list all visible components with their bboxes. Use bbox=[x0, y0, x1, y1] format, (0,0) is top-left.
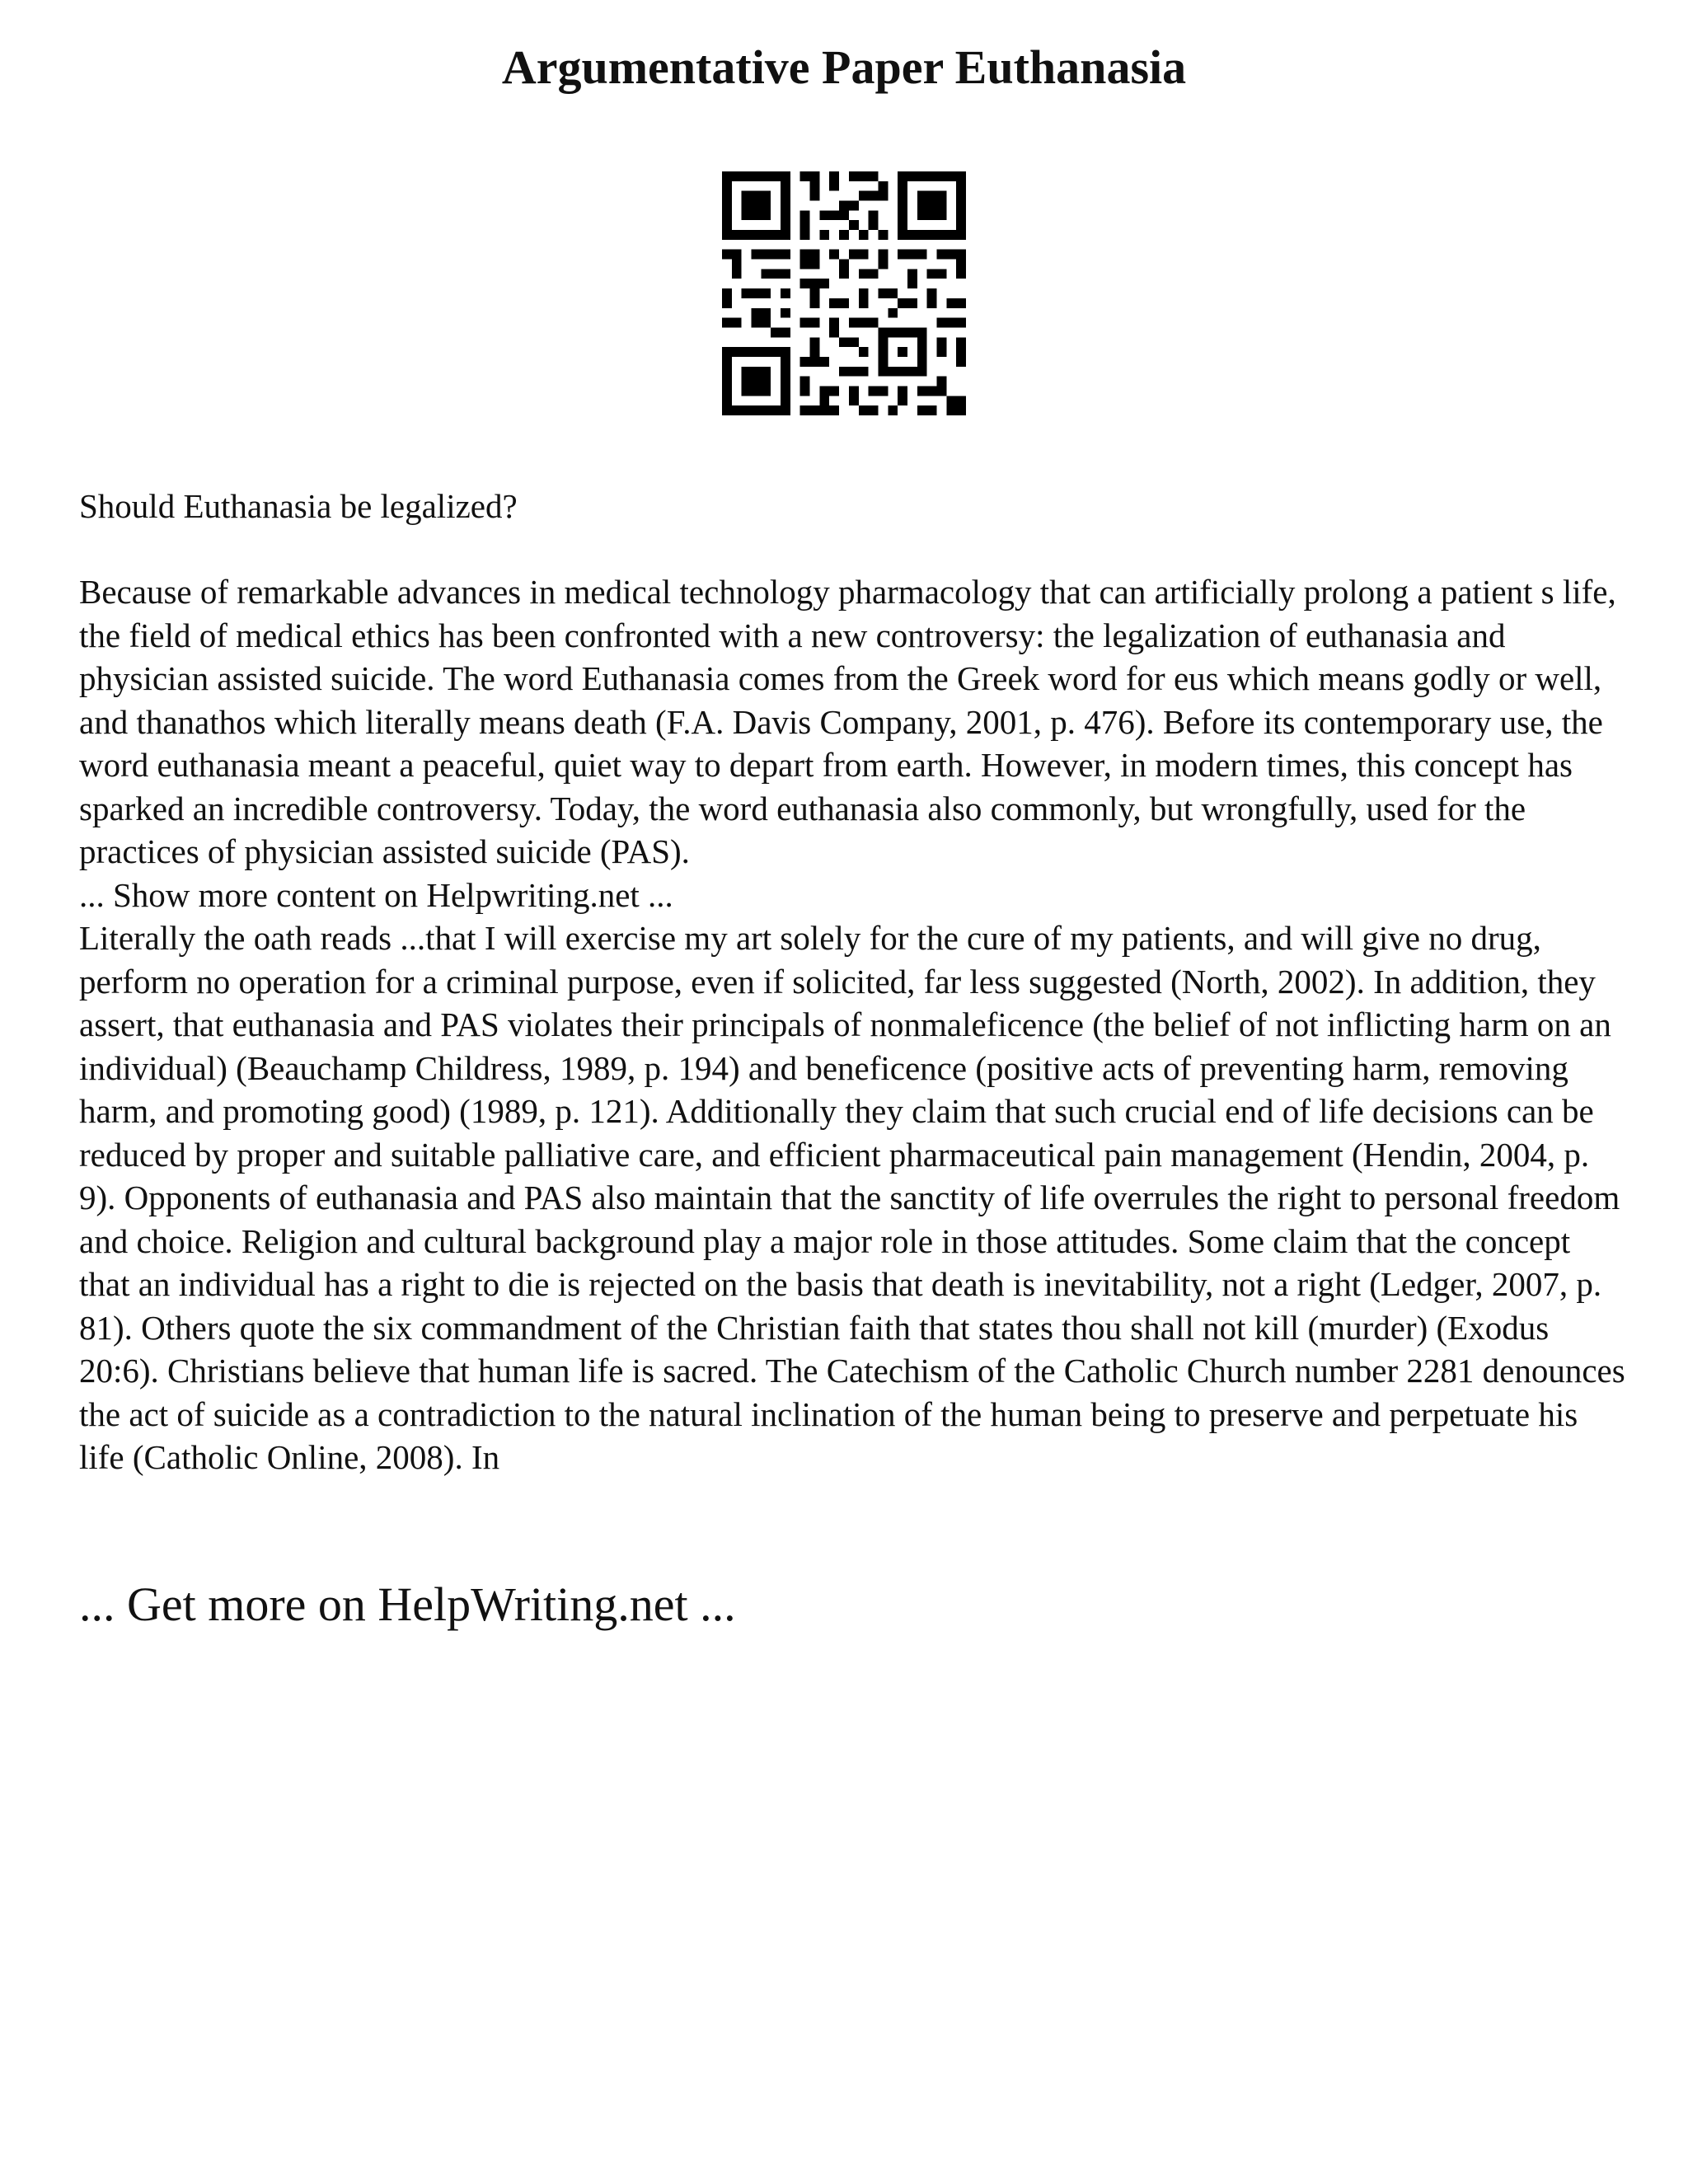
get-more-link[interactable]: ... Get more on HelpWriting.net ... bbox=[79, 1577, 736, 1631]
show-more-link[interactable]: ... Show more content on Helpwriting.net ... bbox=[79, 875, 673, 914]
qr-code-icon bbox=[722, 171, 966, 415]
page-title: Argumentative Paper Euthanasia bbox=[501, 40, 1187, 94]
paragraph-2: Literally the oath reads ...that I will exercise my art solely for the cure of my patients, and will give no drug, perform no operation for a criminal purpose, even if solicited, far less suggested (North, 2002). In addition, they assert, that euthanasia and PAS violates their principals of nonmaleficence (the belief of not inflicting harm on an individual) (Beauchamp Childress, 1989, p. 194) and beneficence (positive acts of preventing harm, removing harm, and promoting good) (1989, p. 121). Additionally they claim that such crucial end of life decisions can be reduced by proper and suitable palliative care, and efficient pharmaceutical pain management (Hendin, 2004, p. 9). Opponents of euthanasia and PAS also maintain that the sanctity of life overrules the right to personal freedom and choice. Religion and cultural background play a major role in those attitudes. Some claim that the concept that an individual has a right to die is rejected on the basis that death is inevitability, not a right (Ledger, 2007, p. 81). Others quote the six commandment of the Christian faith that states thou shall not kill (murder) (Exodus 20:6). Christians believe that human life is sacred. The Catechism of the Catholic Church number 2281 denounces the act of suicide as a contradiction to the natural inclination of the human being to preserve and perpetuate his life (Catholic Online, 2008). In bbox=[79, 919, 1625, 1476]
article-body bbox=[79, 570, 1629, 1479]
question-heading: Should Euthanasia be legalized? bbox=[79, 487, 518, 525]
paragraph-1: Because of remarkable advances in medical technology pharmacology that can artificially prolong a patient s life, the field of medical ethics has been confronted with a new controversy: the legalization of euthanasia and physician assisted suicide. The word Euthanasia comes from the Greek word for eus which means godly or well, and thanathos which literally means death (F.A. Davis Company, 2001, p. 476). Before its contemporary use, the word euthanasia meant a peaceful, quiet way to depart from earth. However, in modern times, this concept has sparked an incredible controversy. Today, the word euthanasia also commonly, but wrongfully, used for the practices of physician assisted suicide (PAS). bbox=[79, 573, 1616, 870]
